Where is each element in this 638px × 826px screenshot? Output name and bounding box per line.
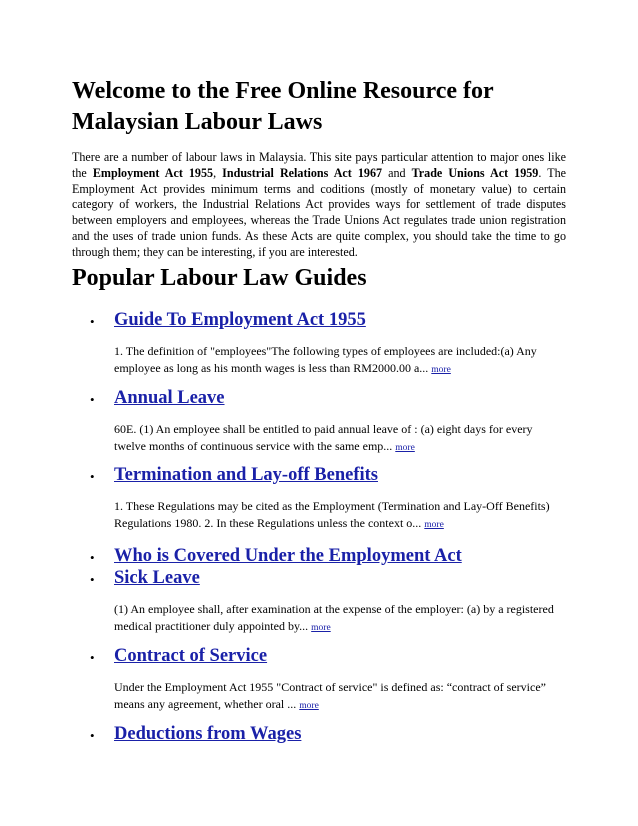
page-title: Welcome to the Free Online Resource for Malaysian Labour Laws bbox=[72, 78, 494, 135]
guide-link-employment-act[interactable]: Guide To Employment Act 1955 bbox=[114, 310, 366, 330]
guide-excerpt-text: 60E. (1) An employee shall be entitled to paid annual leave of : (a) eight days for every twelve months of continuous service with the same emp... bbox=[114, 422, 533, 453]
intro-text-1: There are a number of labour laws in Malaysia. This site pays particular attention to major ones like the bbox=[72, 150, 566, 180]
employment-act-label: Employment Act 1955 bbox=[92, 165, 214, 180]
bullet-icon: • bbox=[90, 650, 95, 665]
more-link[interactable]: more bbox=[395, 443, 415, 453]
bullet-icon: • bbox=[90, 392, 95, 407]
intro-text-2: . The Employment Act provides minimum terms and coditions (mostly of monetary value) to certain category of workers, the Industrial Relations Act provides ways for settlement of trade disputes between employers and employees, whereas the Trade Unions Act regulates trade union registration and the uses of trade union funds. As these Acts are quite complex, you should take the time to go through them; they can be interesting, if you are interested. bbox=[72, 165, 567, 259]
guide-excerpt bbox=[114, 421, 564, 457]
more-link[interactable]: more bbox=[424, 520, 444, 530]
bullet-icon: • bbox=[90, 314, 95, 329]
intro-separator-comma: , bbox=[213, 165, 217, 180]
guide-link-who-is-covered[interactable]: Who is Covered Under the Employment Act bbox=[114, 546, 462, 566]
more-link[interactable]: more bbox=[299, 701, 319, 711]
section-heading: Popular Labour Law Guides bbox=[72, 265, 367, 291]
bullet-icon: • bbox=[90, 469, 95, 484]
industrial-relations-act-label: Industrial Relations Act 1967 bbox=[222, 165, 383, 180]
trade-unions-act-label: Trade Unions Act 1959 bbox=[411, 165, 539, 180]
bullet-icon: • bbox=[90, 550, 95, 565]
intro-separator-and: and bbox=[388, 165, 406, 180]
guide-excerpt-text: (1) An employee shall, after examination at the expense of the employer: (a) by a registered medical practitioner duly appointed by... bbox=[114, 602, 554, 633]
guide-link-deductions[interactable]: Deductions from Wages bbox=[114, 724, 302, 744]
more-link[interactable]: more bbox=[431, 365, 451, 375]
guide-link-annual-leave[interactable]: Annual Leave bbox=[114, 388, 225, 408]
guide-excerpt bbox=[114, 601, 564, 637]
guide-link-contract-of-service[interactable]: Contract of Service bbox=[114, 646, 268, 666]
guide-excerpt-text: 1. These Regulations may be cited as the Employment (Termination and Lay-Off Benefits) Regulations 1980. 2. In these Regulations unless the context o... bbox=[114, 499, 550, 530]
guide-excerpt-text: Under the Employment Act 1955 "Contract of service" is defined as: “contract of service” means any agreement, whether oral ... bbox=[114, 680, 546, 711]
guide-excerpt bbox=[114, 679, 564, 715]
guide-excerpt bbox=[114, 498, 564, 534]
bullet-icon: • bbox=[90, 572, 95, 587]
guide-link-sick-leave[interactable]: Sick Leave bbox=[114, 568, 200, 588]
intro-paragraph bbox=[72, 150, 566, 260]
more-link[interactable]: more bbox=[311, 623, 331, 633]
guide-excerpt bbox=[114, 343, 564, 379]
bullet-icon: • bbox=[90, 728, 95, 743]
guide-excerpt-text: 1. The definition of "employees"The following types of employees are included:(a) Any employee as long as his month wages is less than RM2000.00 a... bbox=[114, 344, 537, 375]
guide-link-termination-benefits[interactable]: Termination and Lay-off Benefits bbox=[114, 465, 378, 485]
